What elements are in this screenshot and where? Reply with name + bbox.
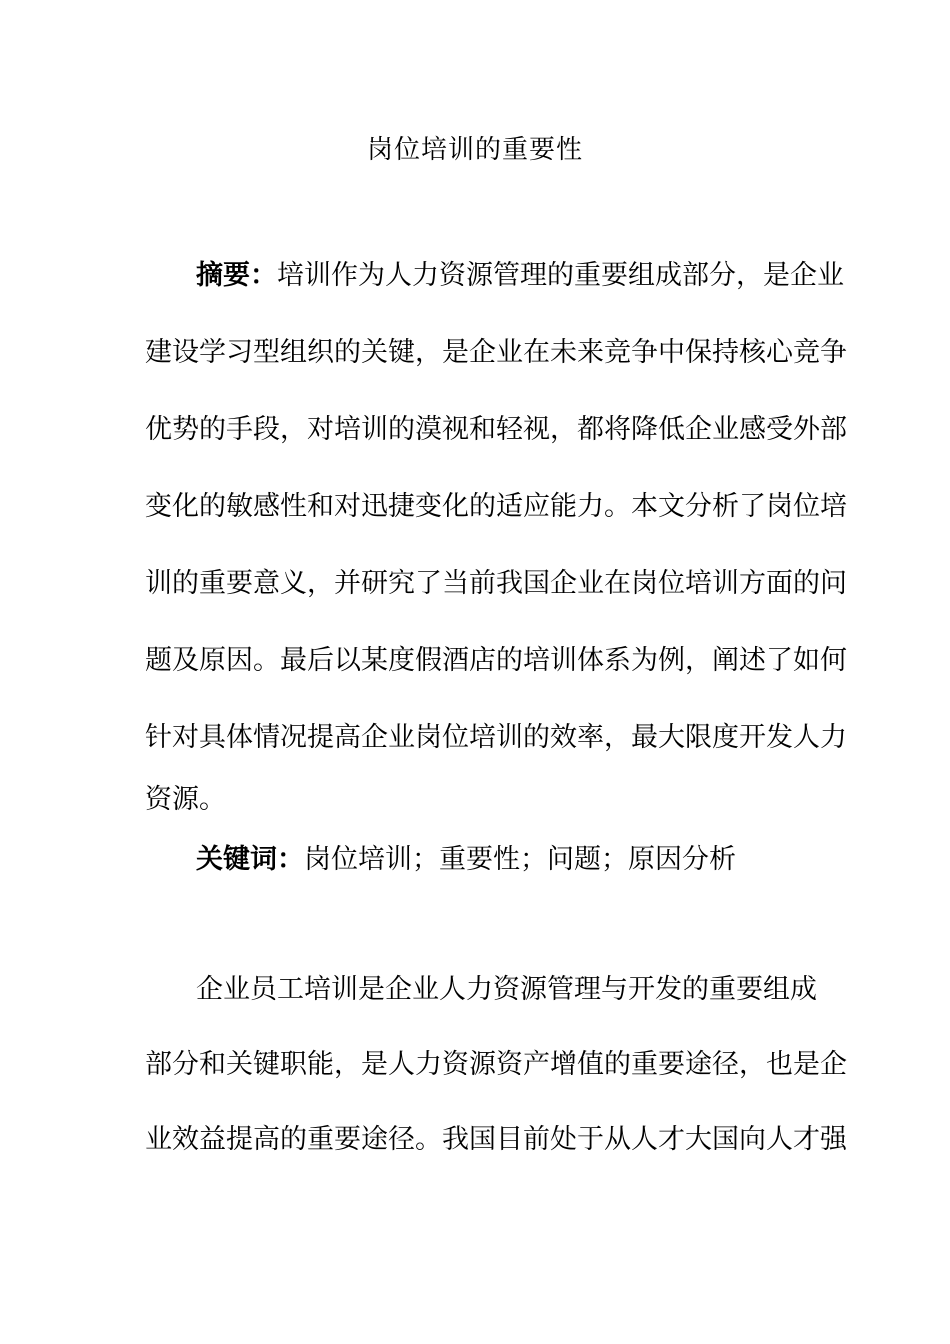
abstract-line: 题及原因。最后以某度假酒店的培训体系为例，阐述了如何 — [145, 645, 847, 676]
body-line: 企业员工培训是企业人力资源管理与开发的重要组成 — [196, 974, 817, 1005]
abstract-line: 变化的敏感性和对迅捷变化的适应能力。本文分析了岗位培 — [145, 491, 847, 522]
abstract-label: 摘要： — [196, 260, 277, 291]
abstract-line: 训的重要意义，并研究了当前我国企业在岗位培训方面的问 — [145, 568, 847, 599]
abstract-line — [196, 256, 876, 296]
keywords-label: 关键词： — [196, 844, 304, 875]
abstract-line: 优势的手段，对培训的漠视和轻视，都将降低企业感受外部 — [145, 414, 847, 445]
document-title: 岗位培训的重要性 — [366, 135, 583, 165]
keywords-text: 岗位培训；重要性；问题；原因分析 — [304, 844, 736, 875]
body-line: 部分和关键职能，是人力资源资产增值的重要途径，也是企 — [145, 1049, 847, 1080]
body-line: 业效益提高的重要途径。我国目前处于从人才大国向人才强 — [145, 1124, 847, 1155]
abstract-line: 资源。 — [145, 784, 226, 815]
keywords-line — [196, 840, 876, 880]
abstract-text: 培训作为人力资源管理的重要组成部分，是企业 — [277, 260, 844, 291]
abstract-line: 针对具体情况提高企业岗位培训的效率，最大限度开发人力 — [145, 722, 847, 753]
abstract-line: 建设学习型组织的关键，是企业在未来竞争中保持核心竞争 — [145, 337, 847, 368]
